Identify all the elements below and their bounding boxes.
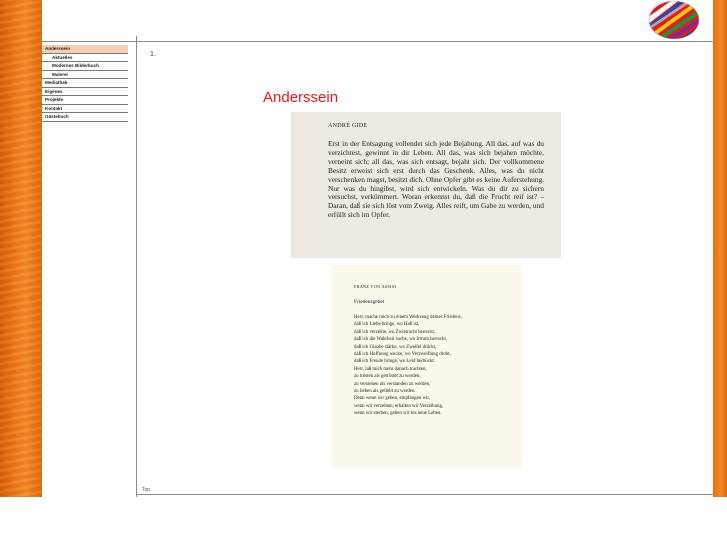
sidebar-item-projekte[interactable]: Projekte: [42, 96, 128, 105]
bottom-divider: [136, 494, 713, 495]
left-decorative-strip: [0, 0, 42, 497]
page-number: 1.: [150, 51, 156, 58]
prayer-line: wenn wir verzeihen, erhalten wir Verzeihung,: [354, 403, 444, 409]
scan-body-text: Erst in der Entsagung vollendet sich jede Bejahung. All das, auf was du verzichtest, gewinnt in dir Leben. All das, was sich bejahen möchte, verneint sich; all das, was sich entsagt, bejaht sich. Der vollkommene Besitz erweist sich erst durch das Geschenk. Alles, was du nicht verschenken magst, besitzt dich. Ohne Opfer gibt es keine Auferstehung. Nur was du hingibst, wird sich entwickeln. Was du dir zu sichern versuchst, verkümmert. Woran erkennst du, daß die Frucht reif ist? – Daran, daß sie sich löst vom Zweig. Alles reift, um Gabe zu werden, und erfüllt sich im Opfer.: [328, 139, 544, 220]
prayer-line: Herr, mache mich zu einem Werkzeug deines Friedens,: [354, 315, 462, 320]
prayer-line: daß ich Glaube stärke, wo Zweifel drückt,: [354, 344, 437, 350]
prayer-line: wenn wir sterben, gehen wir ins neue Leben.: [354, 411, 442, 417]
prayer-lines: [354, 314, 519, 418]
page-title: Anderssein: [263, 89, 339, 106]
scanned-text-gide: [291, 112, 561, 258]
prayer-line: daß ich Hoffnung wecke, wo Verzweiflung droht,: [354, 352, 451, 358]
scan-author: ANDRÉ GIDE: [328, 123, 368, 129]
prayer-line: daß ich Liebe bringe, wo Haß ist,: [354, 322, 420, 328]
scan-heading: Friedensgebet: [354, 299, 385, 305]
sidebar-item-modernes-bilderbuch[interactable]: Modernes Bilderbuch: [42, 62, 128, 71]
prayer-line: Denn wenn wir geben, empfangen wir,: [354, 396, 430, 402]
prayer-line: Herr, laß mich mehr danach trachten,: [354, 366, 427, 372]
prayer-line: daß ich Freude bringe, wo Leid bedrückt.: [354, 359, 435, 365]
prayer-line: daß ich die Wahrheit suche, wo Irrtum herrscht,: [354, 337, 448, 343]
right-decorative-strip: [713, 0, 727, 497]
top-divider: [42, 41, 713, 42]
sidebar-item-mediathek[interactable]: Mediathek: [42, 79, 128, 88]
sidebar-item-eigenes[interactable]: Eigenes: [42, 88, 128, 97]
sidebar-item-kontakt[interactable]: Kontakt: [42, 105, 128, 114]
sidebar-nav: [42, 45, 128, 122]
content-left-border: [136, 36, 137, 497]
sidebar-item-anderssein[interactable]: Anderssein: [42, 45, 128, 54]
colorful-globe-logo: [648, 0, 700, 40]
scanned-text-friedensgebet: [332, 265, 522, 468]
prayer-line: zu lieben als geliebt zu werden.: [354, 389, 416, 395]
prayer-line: daß ich verzeihe, wo Zwietracht herrscht,: [354, 329, 436, 335]
prayer-line: zu verstehen als verstanden zu werden,: [354, 381, 431, 387]
top-link[interactable]: Top: [142, 487, 151, 493]
scan-author: FRANZ VON ASSISI: [354, 284, 397, 289]
sidebar-item-gaestebuch[interactable]: Gästebuch: [42, 113, 128, 122]
prayer-line: zu trösten als getröstet zu werden,: [354, 374, 421, 380]
sidebar-item-aktuelles[interactable]: Aktuelles: [42, 54, 128, 63]
sidebar-item-malerei[interactable]: Malerei: [42, 71, 128, 80]
